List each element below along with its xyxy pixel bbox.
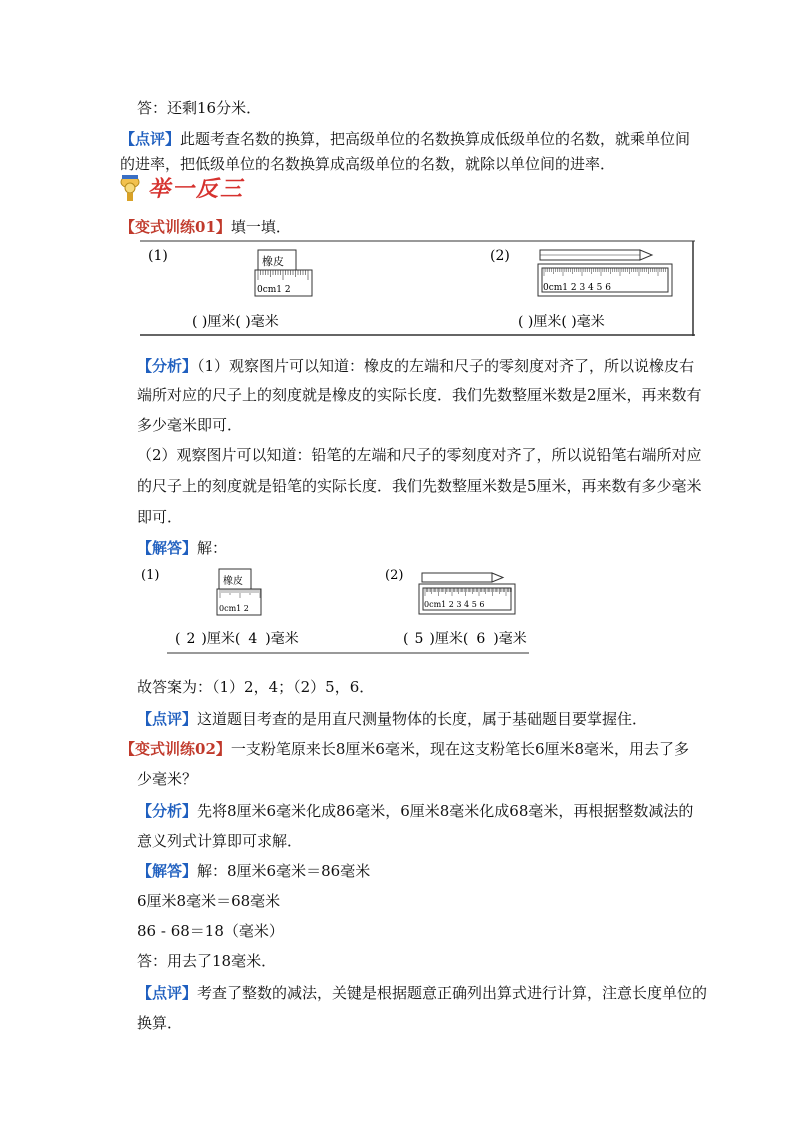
ex1-heading: [120, 217, 291, 237]
ex1-tag: 【变式训练01】: [120, 218, 231, 236]
fig1-label2: (2): [490, 248, 510, 264]
review1-line2: 的进率，把低级单位的名数换算成高级单位的名数，就除以单位间的进率．: [120, 155, 616, 173]
sol-ruler1-ticks: 0cm1 2: [219, 604, 249, 613]
sol-eraser-label: 橡皮: [223, 576, 243, 587]
ex2-tag: 【变式训练02】: [120, 740, 231, 758]
review2: [137, 709, 647, 729]
sol-answer1: ( 2 )厘米( 4 )毫米: [175, 631, 299, 647]
sol-fig-label2: (2): [385, 568, 404, 583]
review2-text: 这道题目考查的是用直尺测量物体的长度，属于基础题目要掌握住．: [197, 710, 648, 728]
analysis1-line3: 多少毫米即可．: [137, 416, 243, 434]
analysis1-line6: 即可．: [137, 508, 183, 526]
review3-line2: 换算．: [137, 1014, 183, 1032]
analysis1-line2: 端所对应的尺子上的刻度就是橡皮的实际长度．我们先数整厘米数是2厘米，再来数有: [137, 386, 702, 404]
ruler1-ticks: 0cm1 2: [257, 285, 291, 295]
solution1-heading: [137, 538, 227, 558]
solution2-line4: 答：用去了18毫米．: [137, 952, 277, 970]
sol-answer2: ( 5 )厘米( 6 )毫米: [403, 631, 527, 647]
review1-line1: [120, 129, 690, 149]
ex2-line1: [120, 739, 689, 759]
analysis2-text: 先将8厘米6毫米化成86毫米，6厘米8毫米化成68毫米，再根据整数减法的: [197, 802, 694, 820]
fig1-label1: (1): [148, 248, 168, 264]
solution1-final: 故答案为：（1）2，4；（2）5，6．: [137, 678, 375, 696]
review-text: 此题考查名数的换算，把高级单位的名数换算成低级单位的名数，就乘单位间: [180, 130, 691, 148]
review3-line1: [137, 983, 707, 1003]
solution1-text: 解：: [197, 539, 228, 557]
solution2-line1: [137, 861, 370, 881]
blank2: ( )厘米( )毫米: [518, 314, 605, 330]
analysis1-line5: 的尺子上的刻度就是铅笔的实际长度．我们先数整厘米数是5厘米，再来数有多少毫米: [137, 477, 702, 495]
analysis2-line2: 意义列式计算即可求解．: [137, 832, 303, 850]
analysis2-tag: 【分析】: [137, 802, 198, 820]
ex1-text: 填一填．: [230, 218, 291, 236]
ex2-line2: 少毫米？: [137, 770, 198, 788]
solution2-line3: 86 - 68＝18（毫米）: [137, 922, 284, 940]
review3-tag: 【点评】: [137, 984, 198, 1002]
review3-text: 考查了整数的减法，关键是根据题意正确列出算式进行计算，注意长度单位的: [197, 984, 708, 1002]
analysis1-tag: 【分析】: [137, 357, 198, 375]
ex2-text: 一支粉笔原来长8厘米6毫米，现在这支粉笔长6厘米8毫米，用去了多: [230, 740, 690, 758]
solution2-line2: 6厘米8毫米＝68毫米: [137, 892, 281, 910]
review2-tag: 【点评】: [137, 710, 198, 728]
analysis1-line4: （2）观察图片可以知道：铅笔的左端和尺子的零刻度对齐了，所以说铅笔右端所对应: [137, 446, 702, 464]
ruler2-ticks: 0cm1 2 3 4 5 6: [543, 283, 611, 293]
ex1-figure: [140, 238, 695, 338]
analysis1-line1: [137, 356, 694, 376]
sol-ruler2-ticks: 0cm1 2 3 4 5 6: [424, 600, 485, 609]
solution1-figure: [137, 563, 532, 658]
solution2-tag: 【解答】: [137, 862, 198, 880]
analysis2-line1: [137, 801, 693, 821]
review-tag: 【点评】: [120, 130, 181, 148]
eraser-label: 橡皮: [262, 255, 284, 268]
pencil-tip: [640, 250, 652, 260]
solution2-text: 解：8厘米6毫米＝86毫米: [197, 862, 371, 880]
section-title: [118, 170, 258, 204]
sol-fig-label1: (1): [141, 568, 160, 583]
solution1-tag: 【解答】: [137, 539, 198, 557]
section-title-text: 举一反三: [148, 176, 245, 202]
analysis1-text: （1）观察图片可以知道：橡皮的左端和尺子的零刻度对齐了，所以说橡皮右: [197, 357, 695, 375]
blank1: ( )厘米( )毫米: [192, 314, 279, 330]
answer-top: 答：还剩16分米．: [137, 99, 262, 117]
